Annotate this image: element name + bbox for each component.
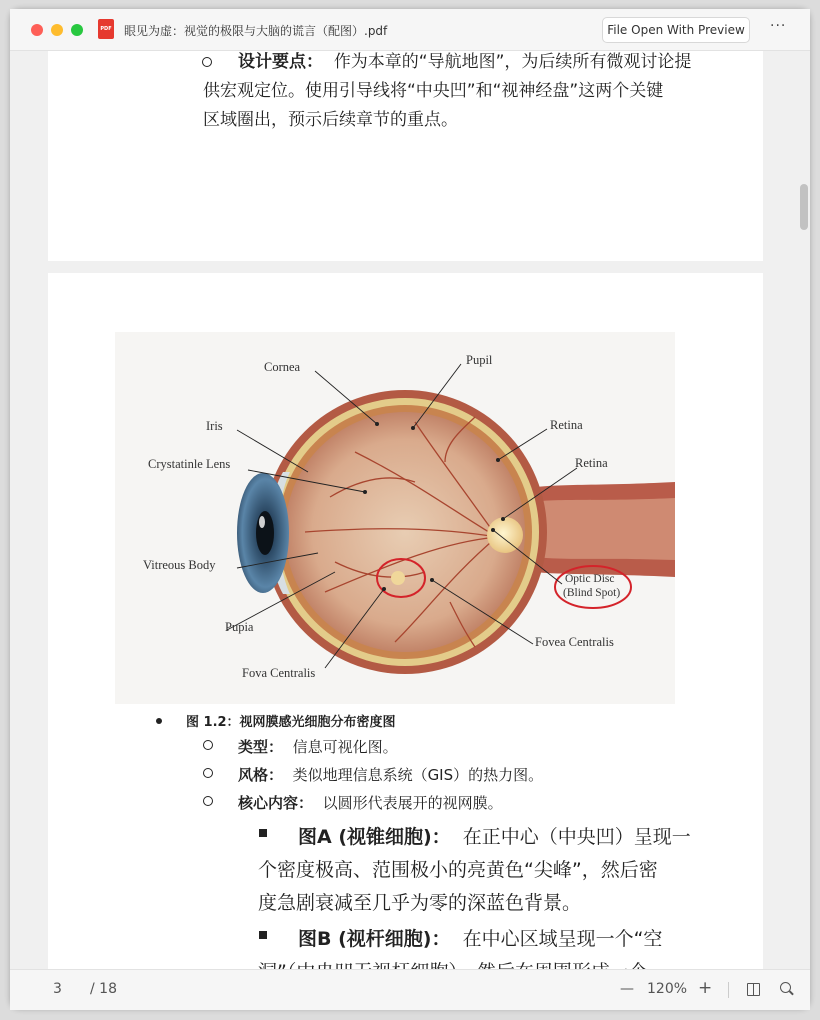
more-options-icon[interactable]: ··· [770,18,787,34]
status-bar [10,969,810,1010]
bullet-square-icon [259,829,267,837]
bullet-text: 作为本章的“导航地图”，为后续所有微观讨论提 [333,52,692,72]
label-lens: Crystatinle Lens [148,457,231,471]
text-line: 供宏观定位。使用引导线将“中央凹”和“视神经盘”这两个关键 [203,81,664,101]
item-label: 图A (视锥细胞)： [298,826,451,848]
minimize-window-button[interactable] [51,24,63,36]
label-retina-upper: Retina [550,418,583,432]
item-value: 类似地理信息系统（GIS）的热力图。 [292,766,544,784]
bullet-dot-icon [156,718,162,724]
figure-caption: 图 1.2：视网膜感光细胞分布密度图 [186,715,396,730]
pdf-file-icon: PDF [98,19,114,39]
zoom-level: 120% [647,981,688,997]
label-iris: Iris [206,419,223,433]
search-icon[interactable] [780,982,791,993]
bullet-square-icon [259,931,267,939]
bullet-circle-icon [202,57,212,67]
item-label: 风格： [238,766,284,784]
bullet-circle-icon [203,768,213,778]
pdf-viewer-window [10,9,810,1009]
label-pupil: Pupil [466,353,493,367]
document-title: 眼见为虚：视觉的极限与大脑的谎言（配图）.pdf [124,24,388,38]
optic-disc [487,517,523,553]
zoom-in-button[interactable]: + [698,978,713,998]
two-page-view-icon[interactable] [747,983,760,996]
text-line [238,51,691,73]
vertical-scrollbar[interactable] [800,184,808,230]
fovea-spot [391,571,405,585]
close-window-button[interactable] [31,24,43,36]
current-page-number[interactable]: 3 [53,981,62,997]
pupil-highlight [259,516,265,528]
bullet-circle-icon [203,740,213,750]
label-pupia: Pupia [225,620,254,634]
item-value: 以圆形代表展开的视网膜。 [322,794,503,812]
text-line: 区域圈出，预示后续章节的重点。 [203,110,458,130]
item-label: 类型： [238,738,284,756]
label-retina-lower: Retina [575,456,608,470]
text-line [238,736,398,757]
eye-anatomy-figure [115,332,675,704]
text-line [298,924,662,951]
zoom-window-button[interactable] [71,24,83,36]
bullet-circle-icon [203,796,213,806]
text-line [238,792,503,813]
item-value: 在中心区域呈现一个“空 [462,928,663,950]
item-value: 信息可视化图。 [292,738,398,756]
pupil [256,511,274,555]
label-fova: Fova Centralis [242,666,316,680]
text-line: 度急剧衰减至几乎为零的深蓝色背景。 [258,892,582,914]
title-bar [10,9,810,51]
label-optic-disc: Optic Disc [565,573,615,585]
bullet-label: 设计要点： [238,52,323,72]
label-fovea-right: Fovea Centralis [535,635,614,649]
pdf-page-current [48,273,763,993]
item-label: 核心内容： [238,794,314,812]
document-viewport[interactable] [10,51,810,969]
label-cornea: Cornea [264,360,301,374]
text-line [298,822,691,849]
open-with-preview-button[interactable]: File Open With Preview [602,17,750,43]
text-line [238,764,543,785]
item-value: 在正中心（中央凹）呈现一 [462,826,691,848]
item-label: 图B (视杆细胞)： [298,928,451,950]
text-line: 个密度极高、范围极小的亮黄色“尖峰”，然后密 [258,859,658,881]
total-pages: / 18 [90,981,117,997]
label-blind-spot: (Blind Spot) [563,587,621,599]
pdf-page-previous [48,51,763,261]
label-vitreous: Vitreous Body [143,558,216,572]
zoom-out-button[interactable]: — [620,981,634,997]
divider [728,982,729,998]
